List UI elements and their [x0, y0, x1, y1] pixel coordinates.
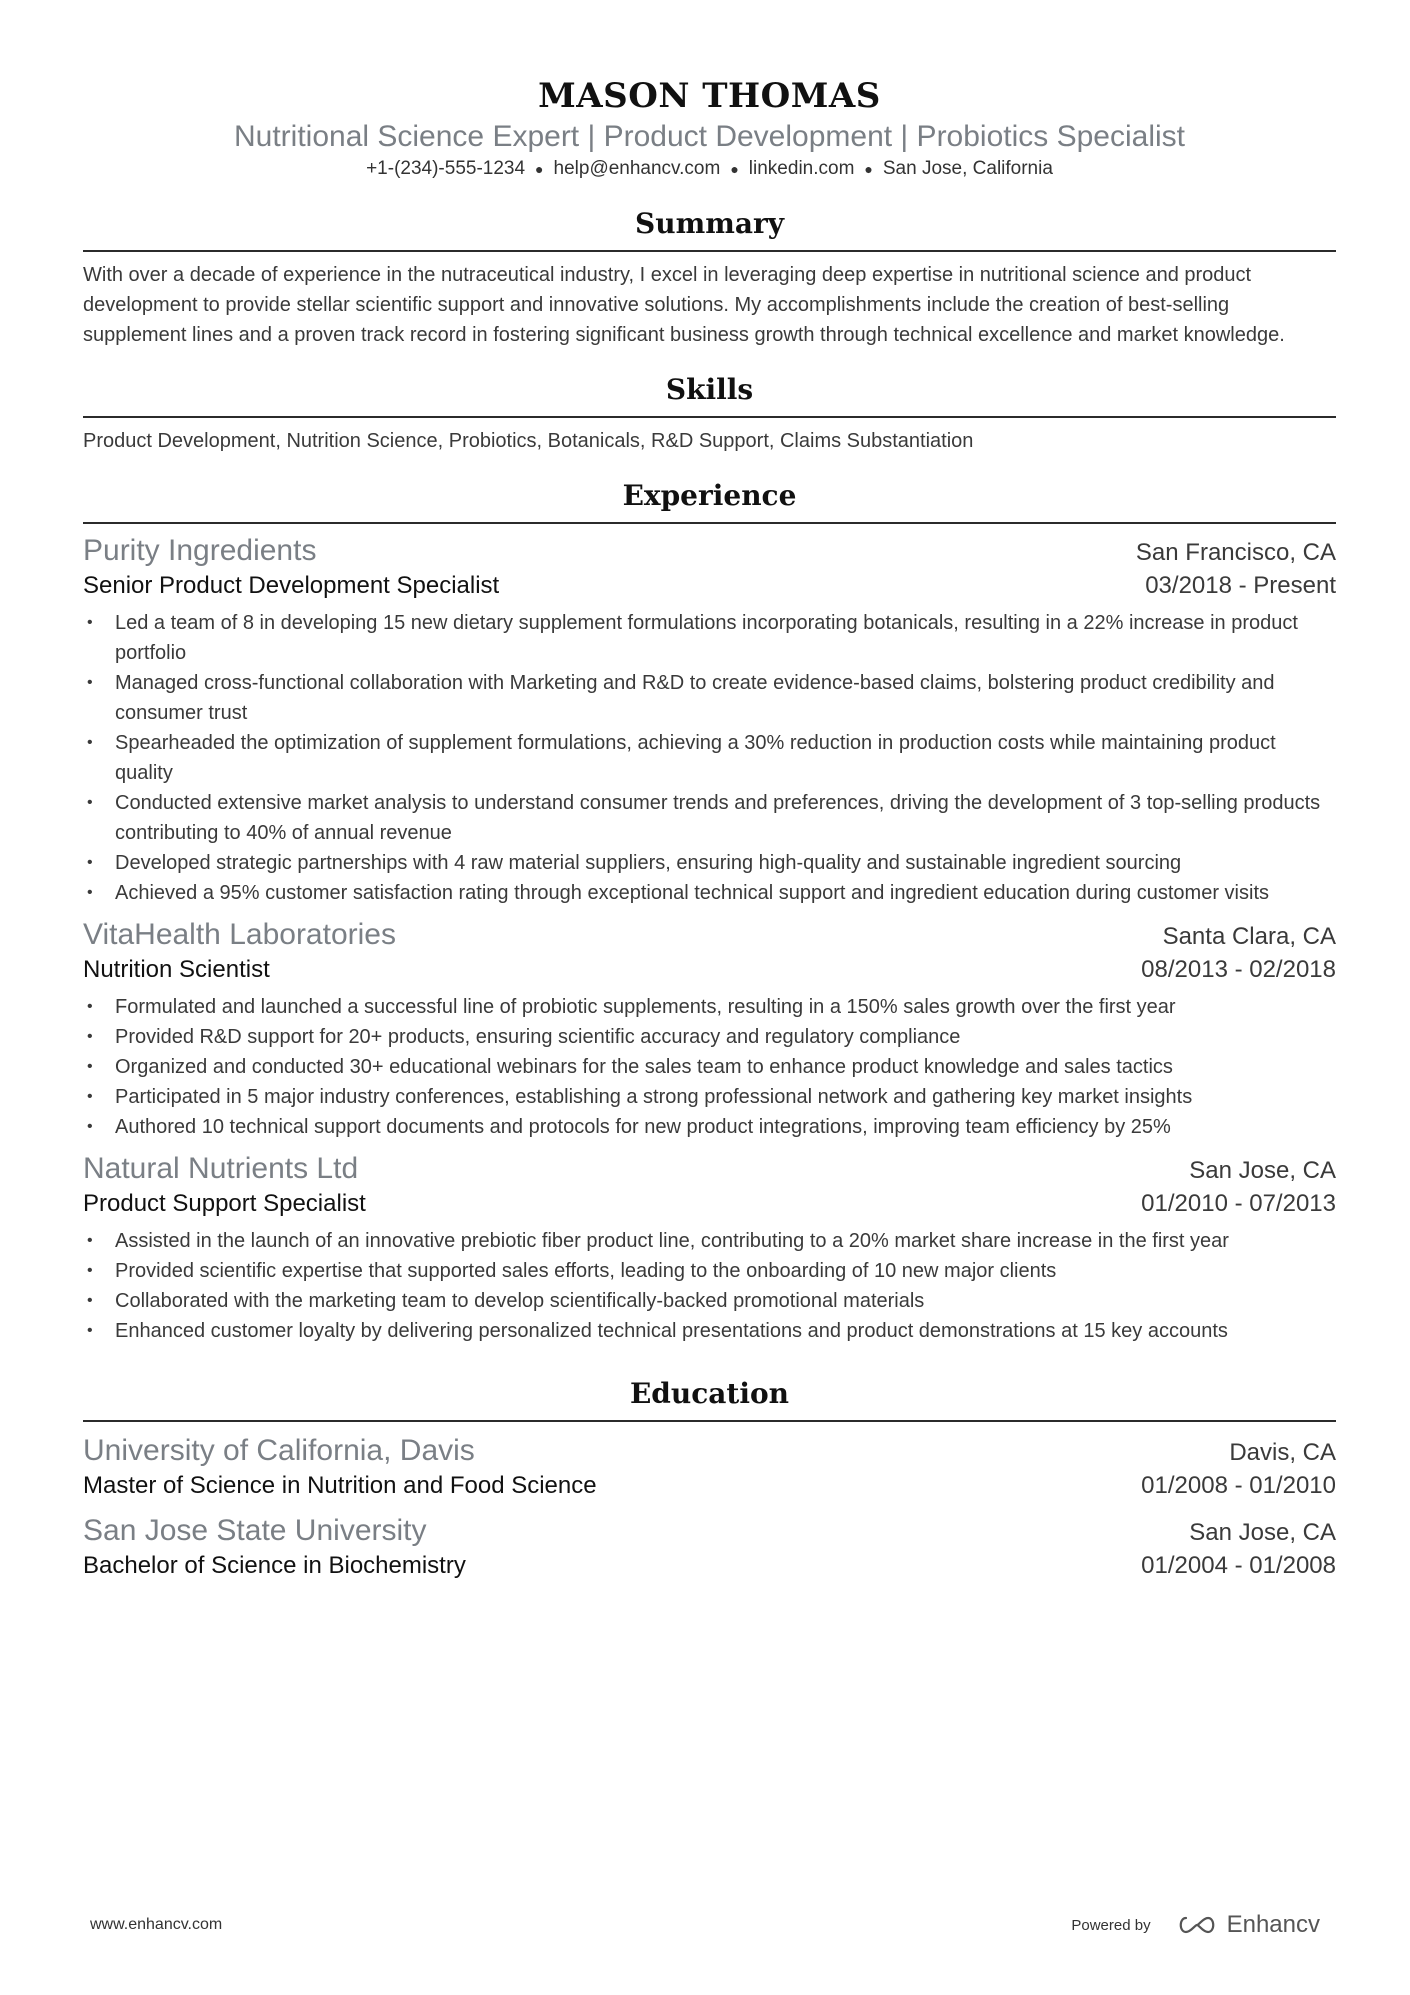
contact-phone[interactable]: +1-(234)-555-1234	[366, 158, 526, 180]
degree-name: Master of Science in Nutrition and Food Science	[83, 1472, 597, 1500]
summary-section	[83, 204, 1336, 350]
school-name: San Jose State University	[83, 1514, 427, 1548]
candidate-tagline: Nutritional Science Expert | Product Development | Probiotics Specialist	[233, 120, 1186, 153]
bullet-separator-icon: ●	[730, 161, 739, 177]
resume-page	[83, 0, 1336, 1582]
list-item: • Assisted in the launch of an innovative prebiotic fiber product line, contributing to a 20% market share increase in the first year	[83, 1226, 1336, 1256]
list-item: • Participated in 5 major industry conferences, establishing a strong professional network and gathering key market insights	[83, 1082, 1336, 1112]
list-item: • Enhanced customer loyalty by delivering personalized technical presentations and product demonstrations at 15 key accounts	[83, 1316, 1336, 1346]
skills-section	[83, 370, 1336, 456]
list-item: • Organized and conducted 30+ educational webinars for the sales team to enhance product knowledge and sales tactics	[83, 1052, 1336, 1082]
school-name: University of California, Davis	[83, 1434, 475, 1468]
list-item: • Managed cross-functional collaboration with Marketing and R&D to create evidence-based claims, bolstering product credibility and consumer trust	[83, 668, 1336, 728]
list-item: • Authored 10 technical support documents and protocols for new product integrations, improving team efficiency by 25%	[83, 1112, 1336, 1142]
list-item: • Provided R&D support for 20+ products, ensuring scientific accuracy and regulatory compliance	[83, 1022, 1336, 1052]
achievement-list	[83, 1226, 1336, 1346]
job-dates: 01/2010 - 07/2013	[1141, 1190, 1336, 1218]
job-title: Senior Product Development Specialist	[83, 572, 500, 600]
bullet-icon: •	[87, 884, 93, 902]
powered-by-block	[1071, 1911, 1320, 1939]
education-heading: Education	[83, 1374, 1336, 1422]
summary-text: With over a decade of experience in the nutraceutical industry, I excel in leveraging deep expertise in nutritional science and product development to provide stellar scientific support and innovative solutions. My accomplishments include the creation of best-selling supplement lines and a proven track record in fostering significant business growth through technical excellence and market knowledge.	[83, 264, 1285, 347]
company-name: VitaHealth Laboratories	[83, 918, 396, 952]
experience-entry	[83, 916, 1336, 1142]
achievement-list	[83, 992, 1336, 1142]
bullet-icon: •	[87, 674, 93, 692]
bullet-separator-icon: ●	[535, 161, 544, 177]
list-item: • Achieved a 95% customer satisfaction rating through exceptional technical support and ingredient education during customer visits	[83, 878, 1336, 908]
school-location: San Jose, CA	[1189, 1519, 1336, 1547]
list-item: • Provided scientific expertise that supported sales efforts, leading to the onboarding of 10 new major clients	[83, 1256, 1336, 1286]
experience-heading: Experience	[83, 476, 1336, 524]
skills-heading: Skills	[83, 370, 1336, 418]
bullet-icon: •	[87, 1028, 93, 1046]
job-title: Product Support Specialist	[83, 1190, 366, 1218]
bullet-icon: •	[87, 734, 93, 752]
infinity-logo-icon	[1175, 1914, 1219, 1936]
contact-location: San Jose, California	[882, 158, 1053, 180]
list-item: • Conducted extensive market analysis to understand consumer trends and preferences, driving the development of 3 top-selling products contributing to 40% of annual revenue	[83, 788, 1336, 848]
list-item: • Led a team of 8 in developing 15 new dietary supplement formulations incorporating botanicals, resulting in a 22% increase in product portfolio	[83, 608, 1336, 668]
bullet-icon: •	[87, 1292, 93, 1310]
contact-line	[83, 156, 1336, 182]
education-section	[83, 1374, 1336, 1582]
page-footer	[90, 1905, 1320, 1945]
education-entry	[83, 1432, 1336, 1502]
achievement-list	[83, 608, 1336, 908]
list-item: • Spearheaded the optimization of supplement formulations, achieving a 30% reduction in production costs while maintaining product quality	[83, 728, 1336, 788]
brand-logo[interactable]	[1175, 1911, 1320, 1939]
contact-linkedin[interactable]: linkedin.com	[748, 158, 855, 180]
school-location: Davis, CA	[1229, 1439, 1336, 1467]
list-item: • Developed strategic partnerships with 4 raw material suppliers, ensuring high-quality and sustainable ingredient sourcing	[83, 848, 1336, 878]
job-dates: 08/2013 - 02/2018	[1141, 956, 1336, 984]
bullet-icon: •	[87, 998, 93, 1016]
resume-header	[83, 0, 1336, 182]
bullet-icon: •	[87, 854, 93, 872]
job-title: Nutrition Scientist	[83, 956, 270, 984]
bullet-icon: •	[87, 1232, 93, 1250]
list-item: • Collaborated with the marketing team to develop scientifically-backed promotional materials	[83, 1286, 1336, 1316]
brand-name: Enhancv	[1226, 1911, 1320, 1938]
experience-section	[83, 476, 1336, 1346]
bullet-icon: •	[87, 1118, 93, 1136]
job-location: San Jose, CA	[1189, 1157, 1336, 1185]
powered-by-label: Powered by	[1071, 1916, 1151, 1934]
bullet-icon: •	[87, 794, 93, 812]
website-link[interactable]: www.enhancv.com	[90, 1916, 223, 1933]
company-name: Natural Nutrients Ltd	[83, 1152, 359, 1186]
education-dates: 01/2004 - 01/2008	[1141, 1552, 1336, 1580]
list-item: • Formulated and launched a successful line of probiotic supplements, resulting in a 150% sales growth over the first year	[83, 992, 1336, 1022]
bullet-icon: •	[87, 1322, 93, 1340]
bullet-icon: •	[87, 614, 93, 632]
contact-email[interactable]: help@enhancv.com	[553, 158, 721, 180]
summary-heading: Summary	[83, 204, 1336, 252]
bullet-icon: •	[87, 1088, 93, 1106]
bullet-icon: •	[87, 1262, 93, 1280]
job-dates: 03/2018 - Present	[1145, 572, 1336, 600]
candidate-name: MASON THOMAS	[538, 76, 881, 116]
job-location: San Francisco, CA	[1135, 539, 1336, 567]
bullet-separator-icon: ●	[864, 161, 873, 177]
education-entry	[83, 1512, 1336, 1582]
degree-name: Bachelor of Science in Biochemistry	[83, 1552, 466, 1580]
experience-entry	[83, 1150, 1336, 1346]
experience-entry	[83, 532, 1336, 908]
skills-list: Product Development, Nutrition Science, Probiotics, Botanicals, R&D Support, Claims Substantiation	[83, 430, 974, 453]
job-location: Santa Clara, CA	[1162, 923, 1336, 951]
education-dates: 01/2008 - 01/2010	[1141, 1472, 1336, 1500]
bullet-icon: •	[87, 1058, 93, 1076]
company-name: Purity Ingredients	[83, 534, 317, 568]
